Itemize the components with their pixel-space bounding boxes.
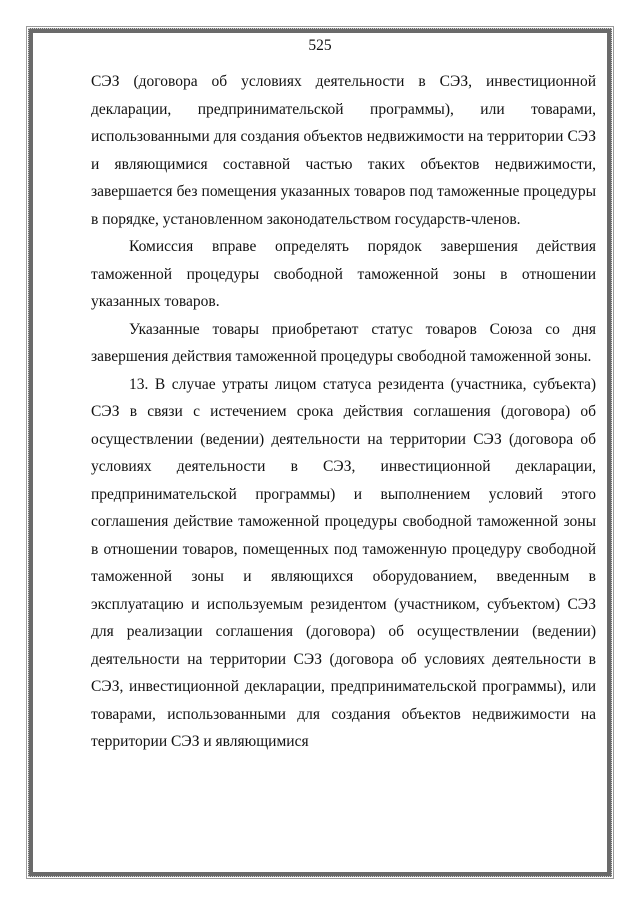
page-number: 525 bbox=[308, 37, 332, 54]
document-body bbox=[91, 68, 596, 756]
paragraph-goods-status: Указанные товары приобретают статус товаров Союза со дня завершения действия таможенной процедуры свободной таможенной зоны. bbox=[91, 320, 596, 365]
paragraph-continuation: СЭЗ (договора об условиях деятельности в СЭЗ, инвестиционной декларации, предпринимательской программы), или товарами, использованными для создания объектов недвижимости на территории СЭЗ и являющимися составной частью таких объектов недвижимости, завершается без помещения указанных товаров под таможенные процедуры в порядке, установленном законодательством государств-членов. bbox=[91, 73, 596, 228]
paragraph-commission: Комиссия вправе определять порядок завершения действия таможенной процедуры свободной таможенной зоны в отношении указанных товаров. bbox=[91, 238, 596, 310]
paragraph-clause-13: 13. В случае утраты лицом статуса резидента (участника, субъекта) СЭЗ в связи с истечением срока действия соглашения (договора) об осуществлении (ведении) деятельности на территории СЭЗ (договора об условиях деятельности в СЭЗ, инвестиционной декларации, предпринимательской программы) и выполнением условий этого соглашения действие таможенной процедуры свободной таможенной зоны в отношении товаров, помещенных под таможенную процедуру свободной таможенной зоны и являющихся оборудованием, введенным в эксплуатацию и используемым резидентом (участником, субъектом) СЭЗ для реализации соглашения (договора) об осуществлении (ведении) деятельности на территории СЭЗ (договора об условиях деятельности в СЭЗ, инвестиционной декларации, предпринимательской программы), или товарами, использованными для создания объектов недвижимости на территории СЭЗ и являющимися bbox=[91, 375, 596, 750]
